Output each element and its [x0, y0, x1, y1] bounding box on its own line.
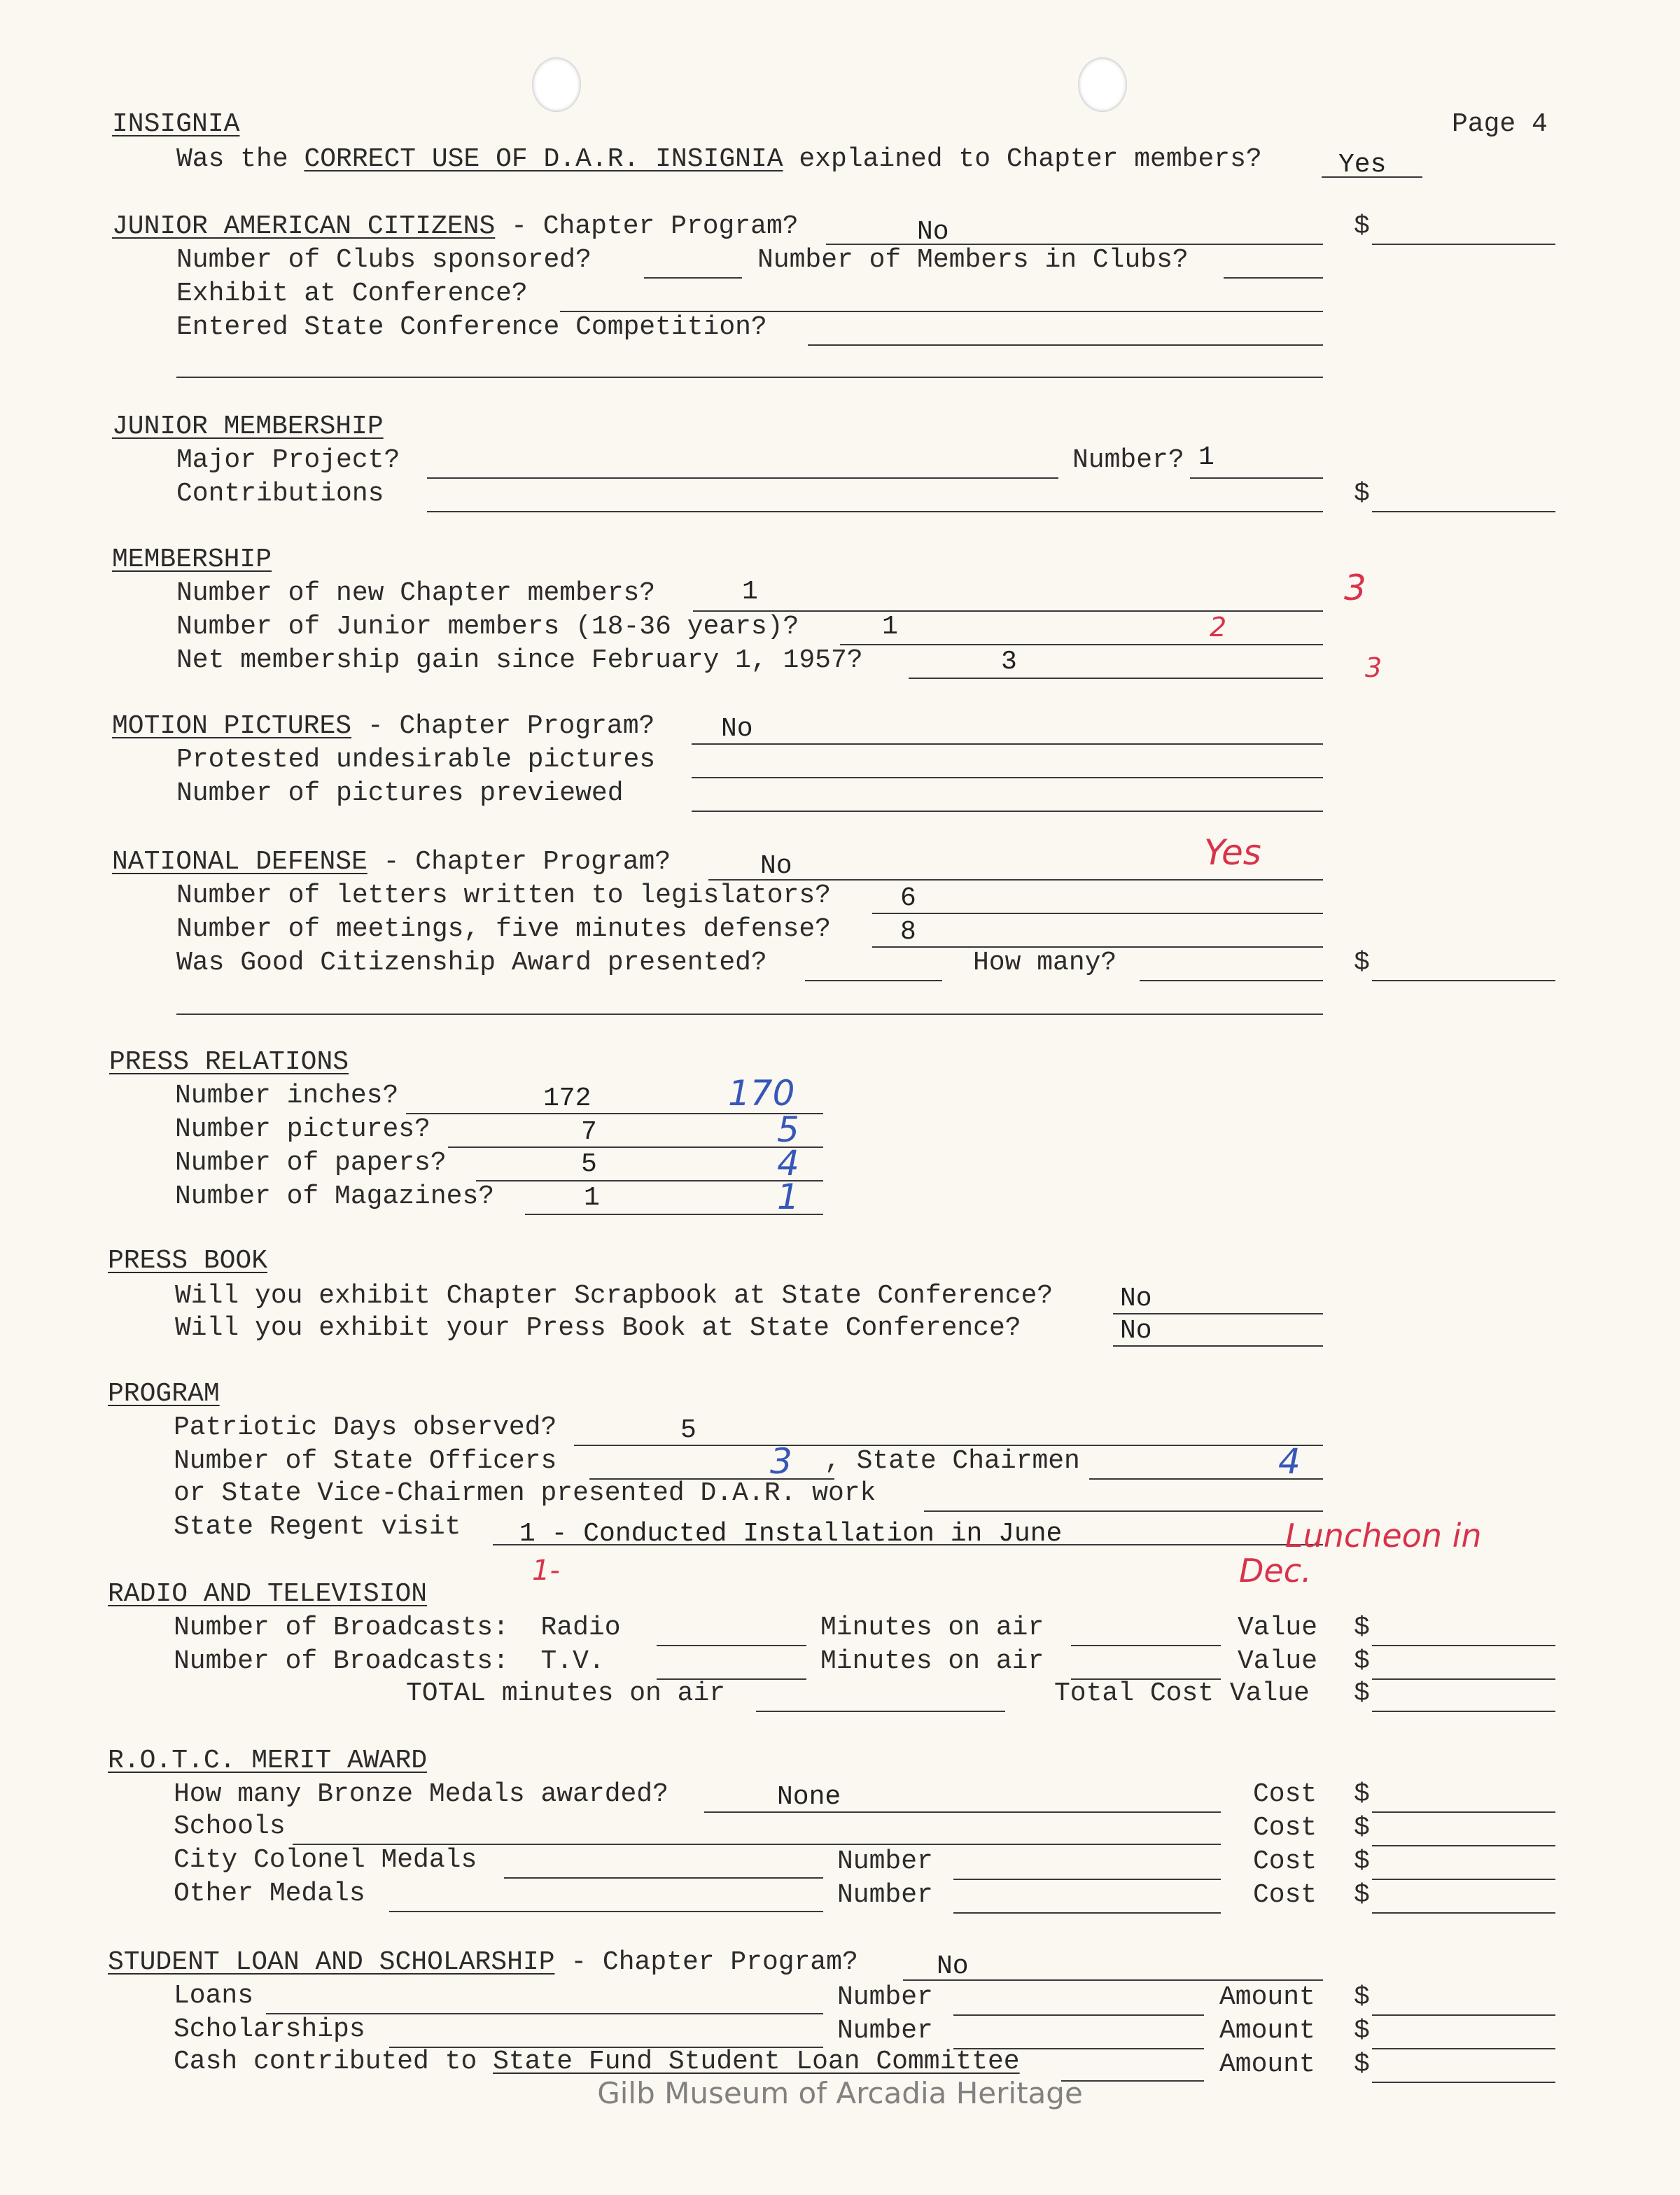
- rotc-bronze-label: How many Bronze Medals awarded?: [174, 1779, 668, 1809]
- radio-broadcasts-label: Number of Broadcasts: Radio: [174, 1613, 621, 1643]
- rotc-other-number-label: Number: [837, 1880, 933, 1910]
- press-mags-label: Number of Magazines?: [175, 1181, 495, 1212]
- defense-howmany-label: How many?: [973, 948, 1117, 978]
- rotc-cost-label-1: Cost: [1253, 1779, 1317, 1809]
- pb-book-label: Will you exhibit your Press Book at State Conference?: [175, 1313, 1021, 1343]
- rotc-other-label: Other Medals: [174, 1879, 365, 1909]
- defense-program-answer: No: [760, 851, 792, 881]
- page-number: Page 4: [1452, 109, 1548, 139]
- student-loans-dollar: $: [1354, 1982, 1370, 2012]
- defense-program-red: Yes: [1204, 832, 1261, 873]
- student-loans-label: Loans: [174, 1981, 254, 2011]
- prog-officers-blue: 3: [770, 1441, 792, 1482]
- motion-program-line: [692, 743, 1323, 745]
- prog-days-label: Patriotic Days observed?: [174, 1412, 557, 1443]
- mem-new-value: 1: [742, 577, 758, 607]
- defense-howmany-line: [1140, 980, 1323, 981]
- radio-heading: RADIO AND TELEVISION: [108, 1579, 428, 1609]
- press-pictures-value: 7: [581, 1117, 597, 1147]
- defense-extra-line: [176, 1014, 1323, 1015]
- prog-regent-red-2: Luncheon in: [1285, 1517, 1482, 1555]
- student-program-answer: No: [937, 1951, 969, 1982]
- prog-vice-line: [924, 1510, 1323, 1512]
- jac-dollar-line: [1372, 244, 1555, 245]
- rotc-heading: R.O.T.C. MERIT AWARD: [108, 1746, 428, 1776]
- mem-gain-red: 3: [1365, 652, 1382, 683]
- jac-entered-label: Entered State Conference Competition?: [176, 312, 767, 342]
- jac-extra-line: [176, 377, 1323, 378]
- museum-watermark: Gilb Museum of Arcadia Heritage: [597, 2076, 1083, 2110]
- defense-award-label: Was Good Citizenship Award presented?: [176, 948, 767, 978]
- radio-total-dollar: $: [1354, 1678, 1370, 1709]
- jm-dollar: $: [1354, 479, 1370, 509]
- prog-days-value: 5: [680, 1415, 696, 1445]
- defense-letters-label: Number of letters written to legislators?: [176, 881, 831, 911]
- student-scholar-dollar: $: [1354, 2016, 1370, 2046]
- student-cash-label: Cash contributed to State Fund Student Loan Committee: [174, 2047, 1020, 2077]
- prog-chairmen-blue: 4: [1278, 1441, 1301, 1482]
- insignia-heading: INSIGNIA: [112, 109, 240, 139]
- rotc-dollar-3: $: [1354, 1846, 1370, 1877]
- rotc-bronze-value: None: [777, 1782, 841, 1812]
- jm-number-line: [1190, 477, 1323, 479]
- radio-total-line: [756, 1711, 1005, 1712]
- mem-gain-value: 3: [1001, 647, 1017, 677]
- defense-meetings-label: Number of meetings, five minutes defense?: [176, 914, 831, 944]
- press-pictures-label: Number pictures?: [175, 1114, 430, 1144]
- prog-officers-label: Number of State Officers: [174, 1446, 557, 1476]
- rotc-dollar-line-4: [1372, 1912, 1555, 1914]
- defense-letters-line: [872, 913, 1323, 914]
- mem-gain-line: [909, 678, 1323, 679]
- motion-protested-label: Protested undesirable pictures: [176, 745, 656, 775]
- press-heading: PRESS RELATIONS: [109, 1047, 349, 1077]
- rotc-cost-label-2: Cost: [1253, 1813, 1317, 1843]
- press-papers-blue: 4: [777, 1143, 799, 1184]
- punch-hole-right: [1078, 57, 1127, 112]
- rotc-city-number-label: Number: [837, 1846, 933, 1877]
- tv-minutes-label: Minutes on air: [820, 1646, 1044, 1676]
- student-scholar-number-label: Number: [837, 2016, 933, 2046]
- prog-regent-red-1: 1-: [532, 1555, 560, 1587]
- press-papers-value: 5: [581, 1149, 597, 1179]
- student-scholar-dollar-line: [1372, 2048, 1555, 2049]
- motion-protested-line: [692, 777, 1323, 778]
- defense-award-line: [805, 980, 942, 981]
- jac-members-label: Number of Members in Clubs?: [757, 245, 1189, 275]
- jm-contrib-label: Contributions: [176, 479, 384, 509]
- radio-minutes-line: [1071, 1645, 1221, 1646]
- tv-dollar-line: [1372, 1678, 1555, 1680]
- rotc-dollar-line-3: [1372, 1879, 1555, 1880]
- motion-program-answer: No: [721, 714, 753, 744]
- membership-heading: MEMBERSHIP: [112, 545, 272, 575]
- radio-dollar: $: [1354, 1613, 1370, 1643]
- student-loans-dollar-line: [1372, 2014, 1555, 2016]
- press-inches-blue: 170: [728, 1073, 795, 1114]
- jac-dollar: $: [1354, 211, 1370, 241]
- rotc-city-label: City Colonel Medals: [174, 1845, 477, 1875]
- mem-junior-value: 1: [882, 612, 898, 642]
- rotc-dollar-line-1: [1372, 1811, 1555, 1813]
- tv-broadcasts-label: Number of Broadcasts: T.V.: [174, 1646, 605, 1676]
- press-papers-label: Number of papers?: [175, 1148, 447, 1178]
- radio-minutes-label: Minutes on air: [820, 1613, 1044, 1643]
- student-title: STUDENT LOAN AND SCHOLARSHIP - Chapter Program?: [108, 1947, 858, 1977]
- jm-dollar-line: [1372, 511, 1555, 512]
- press-pictures-line: [448, 1146, 823, 1148]
- defense-dollar-line: [1372, 980, 1555, 981]
- jac-program-answer: No: [917, 217, 949, 247]
- press-papers-line: [476, 1180, 823, 1181]
- tv-dollar: $: [1354, 1646, 1370, 1676]
- jm-major-label: Major Project?: [176, 445, 400, 475]
- jm-major-line: [427, 477, 1058, 479]
- press-pictures-blue: 5: [777, 1109, 799, 1150]
- motion-previewed-label: Number of pictures previewed: [176, 778, 624, 808]
- press-mags-value: 1: [584, 1183, 600, 1213]
- tv-value-label: Value: [1238, 1646, 1318, 1676]
- student-cash-dollar: $: [1354, 2049, 1370, 2080]
- mem-junior-label: Number of Junior members (18-36 years)?: [176, 612, 799, 642]
- rotc-cost-label-4: Cost: [1253, 1880, 1317, 1910]
- student-scholar-amount-label: Amount: [1219, 2016, 1315, 2046]
- jac-exhibit-label: Exhibit at Conference?: [176, 279, 528, 309]
- rotc-city-line: [504, 1877, 823, 1879]
- pb-scrap-label: Will you exhibit Chapter Scrapbook at State Conference?: [175, 1281, 1054, 1311]
- rotc-other-line: [389, 1911, 823, 1912]
- jm-number-value: 1: [1198, 442, 1214, 472]
- student-loans-amount-label: Amount: [1219, 1982, 1315, 2012]
- prog-regent-red-3: Dec.: [1239, 1552, 1312, 1590]
- insignia-question: Was the CORRECT USE OF D.A.R. INSIGNIA explained to Chapter members?: [176, 144, 1262, 174]
- student-loans-number-line: [953, 2014, 1204, 2016]
- student-cash-amount-label: Amount: [1219, 2049, 1315, 2080]
- prog-vice-label: or State Vice-Chairmen presented D.A.R. work: [174, 1478, 876, 1508]
- rotc-cost-label-3: Cost: [1253, 1846, 1317, 1877]
- radio-dollar-line: [1372, 1645, 1555, 1646]
- motion-title: MOTION PICTURES - Chapter Program?: [112, 711, 655, 741]
- rotc-dollar-1: $: [1354, 1779, 1370, 1809]
- mem-gain-label: Net membership gain since February 1, 1957?: [176, 645, 863, 675]
- defense-dollar: $: [1354, 948, 1370, 978]
- press-book-heading: PRESS BOOK: [108, 1246, 268, 1276]
- press-inches-value: 172: [543, 1084, 592, 1114]
- junior-membership-heading: JUNIOR MEMBERSHIP: [112, 412, 384, 442]
- punch-hole-left: [532, 57, 581, 112]
- rotc-schools-label: Schools: [174, 1811, 286, 1842]
- jac-entered-line: [808, 344, 1323, 346]
- student-scholar-label: Scholarships: [174, 2014, 365, 2045]
- defense-letters-value: 6: [900, 883, 916, 913]
- pb-scrap-value: No: [1120, 1284, 1152, 1314]
- jac-title: JUNIOR AMERICAN CITIZENS - Chapter Program?: [112, 211, 799, 241]
- defense-title: NATIONAL DEFENSE - Chapter Program?: [112, 847, 671, 877]
- motion-previewed-line: [692, 811, 1323, 812]
- radio-total-cost-label: Total Cost Value: [1054, 1678, 1310, 1709]
- jm-number-label: Number?: [1072, 445, 1184, 475]
- press-mags-blue: 1: [777, 1177, 799, 1217]
- radio-broadcasts-line: [657, 1645, 806, 1646]
- jac-clubs-label: Number of Clubs sponsored?: [176, 245, 592, 275]
- rotc-dollar-4: $: [1354, 1880, 1370, 1910]
- prog-regent-value: 1 - Conducted Installation in June: [519, 1519, 1063, 1549]
- defense-meetings-value: 8: [900, 917, 916, 947]
- rotc-other-number-line: [953, 1912, 1221, 1914]
- rotc-city-number-line: [953, 1879, 1221, 1880]
- student-loans-number-label: Number: [837, 1982, 933, 2012]
- radio-value-label: Value: [1238, 1613, 1318, 1643]
- mem-junior-red: 2: [1210, 612, 1227, 643]
- radio-total-dollar-line: [1372, 1711, 1555, 1712]
- rotc-dollar-line-2: [1372, 1845, 1555, 1846]
- jm-contrib-line: [427, 511, 1323, 512]
- mem-new-red: 3: [1344, 568, 1366, 608]
- pb-book-value: No: [1120, 1316, 1152, 1346]
- prog-regent-label: State Regent visit: [174, 1512, 461, 1542]
- program-heading: PROGRAM: [108, 1379, 220, 1409]
- jac-clubs-line: [644, 277, 742, 279]
- mem-junior-line: [840, 644, 1323, 645]
- press-inches-label: Number inches?: [175, 1081, 399, 1111]
- radio-total-label: TOTAL minutes on air: [406, 1678, 726, 1709]
- mem-new-label: Number of new Chapter members?: [176, 578, 656, 608]
- prog-chairmen-label: , State Chairmen: [825, 1446, 1080, 1476]
- insignia-answer: Yes: [1338, 150, 1387, 180]
- jac-members-line: [1224, 277, 1323, 279]
- rotc-dollar-2: $: [1354, 1813, 1370, 1843]
